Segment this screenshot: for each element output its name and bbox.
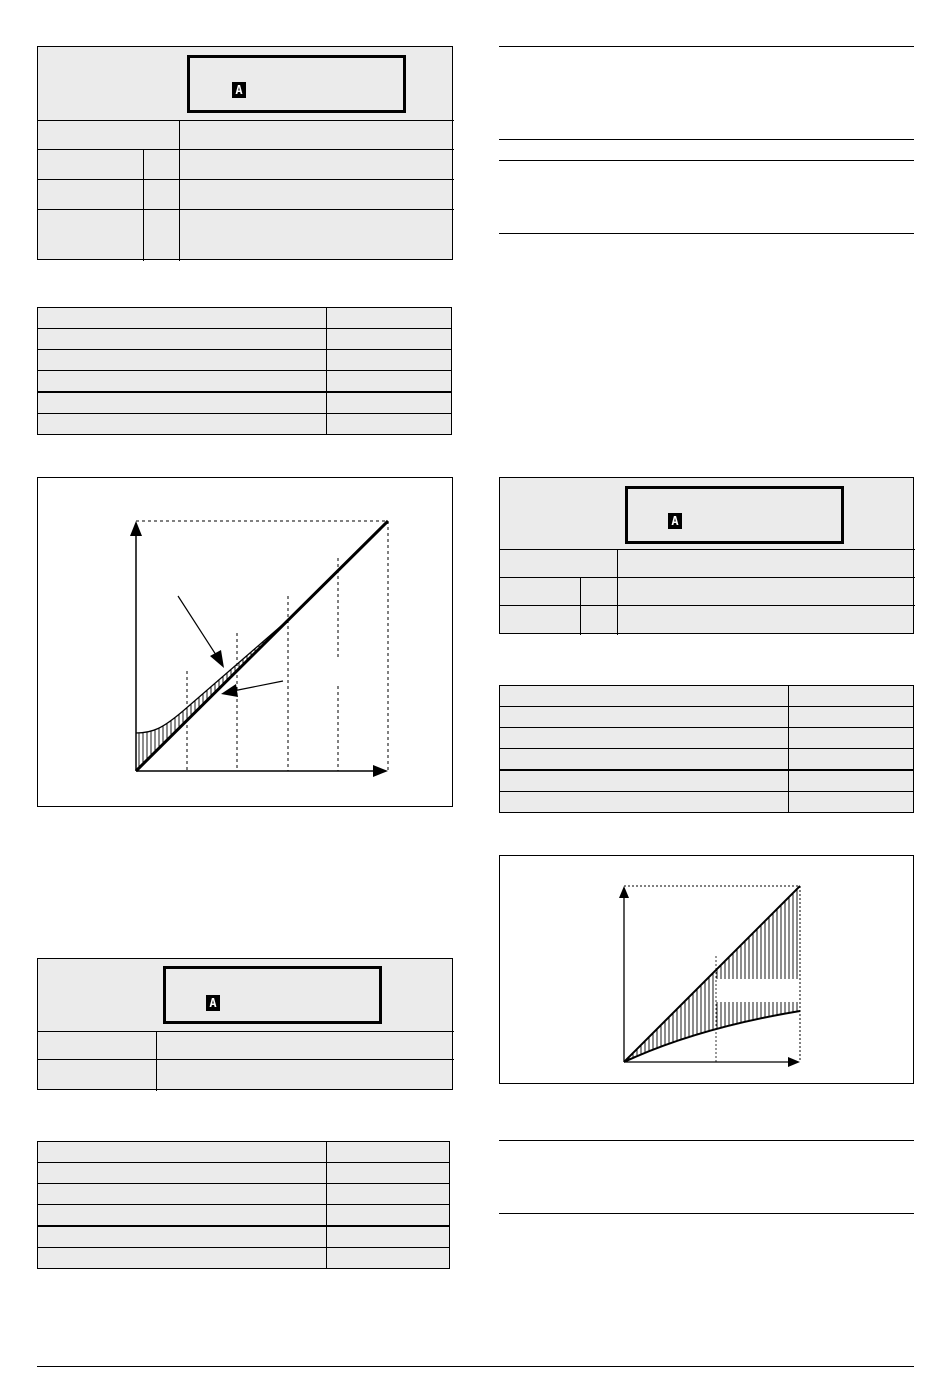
section-rule — [499, 1140, 914, 1141]
lcd-display-frame — [163, 966, 382, 1024]
lcd-display-frame — [187, 55, 406, 113]
x-axis-arrow-icon — [788, 1057, 800, 1067]
pointer-arrow-line — [178, 596, 218, 658]
parameter-table-1 — [37, 307, 452, 435]
parameter-table-3 — [37, 1141, 450, 1269]
x-axis-arrow-icon — [373, 765, 388, 777]
display-mode-badge: A — [206, 995, 220, 1011]
parameter-table-2 — [499, 685, 914, 813]
curve-chart-2-svg — [500, 856, 915, 1085]
section-rule — [499, 46, 914, 47]
pointer-arrow-icon — [210, 650, 224, 668]
lcd-display-frame — [625, 486, 844, 544]
display-mode-badge: A — [668, 513, 682, 529]
curve-chart-1-svg — [38, 478, 454, 808]
display-mode-badge: A — [232, 82, 246, 98]
curve-chart-1 — [37, 477, 453, 807]
curve-chart-2 — [499, 855, 914, 1084]
section-rule — [499, 1213, 914, 1214]
y-axis-arrow-icon — [619, 886, 629, 898]
parameter-display-panel-2 — [499, 477, 914, 634]
parameter-display-panel-1 — [37, 46, 453, 260]
parameter-display-panel-3 — [37, 958, 453, 1090]
pointer-arrow-line — [233, 681, 283, 691]
section-rule — [499, 233, 914, 234]
section-rule — [499, 139, 914, 140]
linear-reference-line — [136, 521, 388, 771]
section-rule — [499, 160, 914, 161]
upper-curve — [136, 620, 288, 733]
hatch-label-gap — [716, 979, 799, 1002]
footer-rule — [37, 1366, 914, 1367]
y-axis-arrow-icon — [130, 521, 142, 536]
